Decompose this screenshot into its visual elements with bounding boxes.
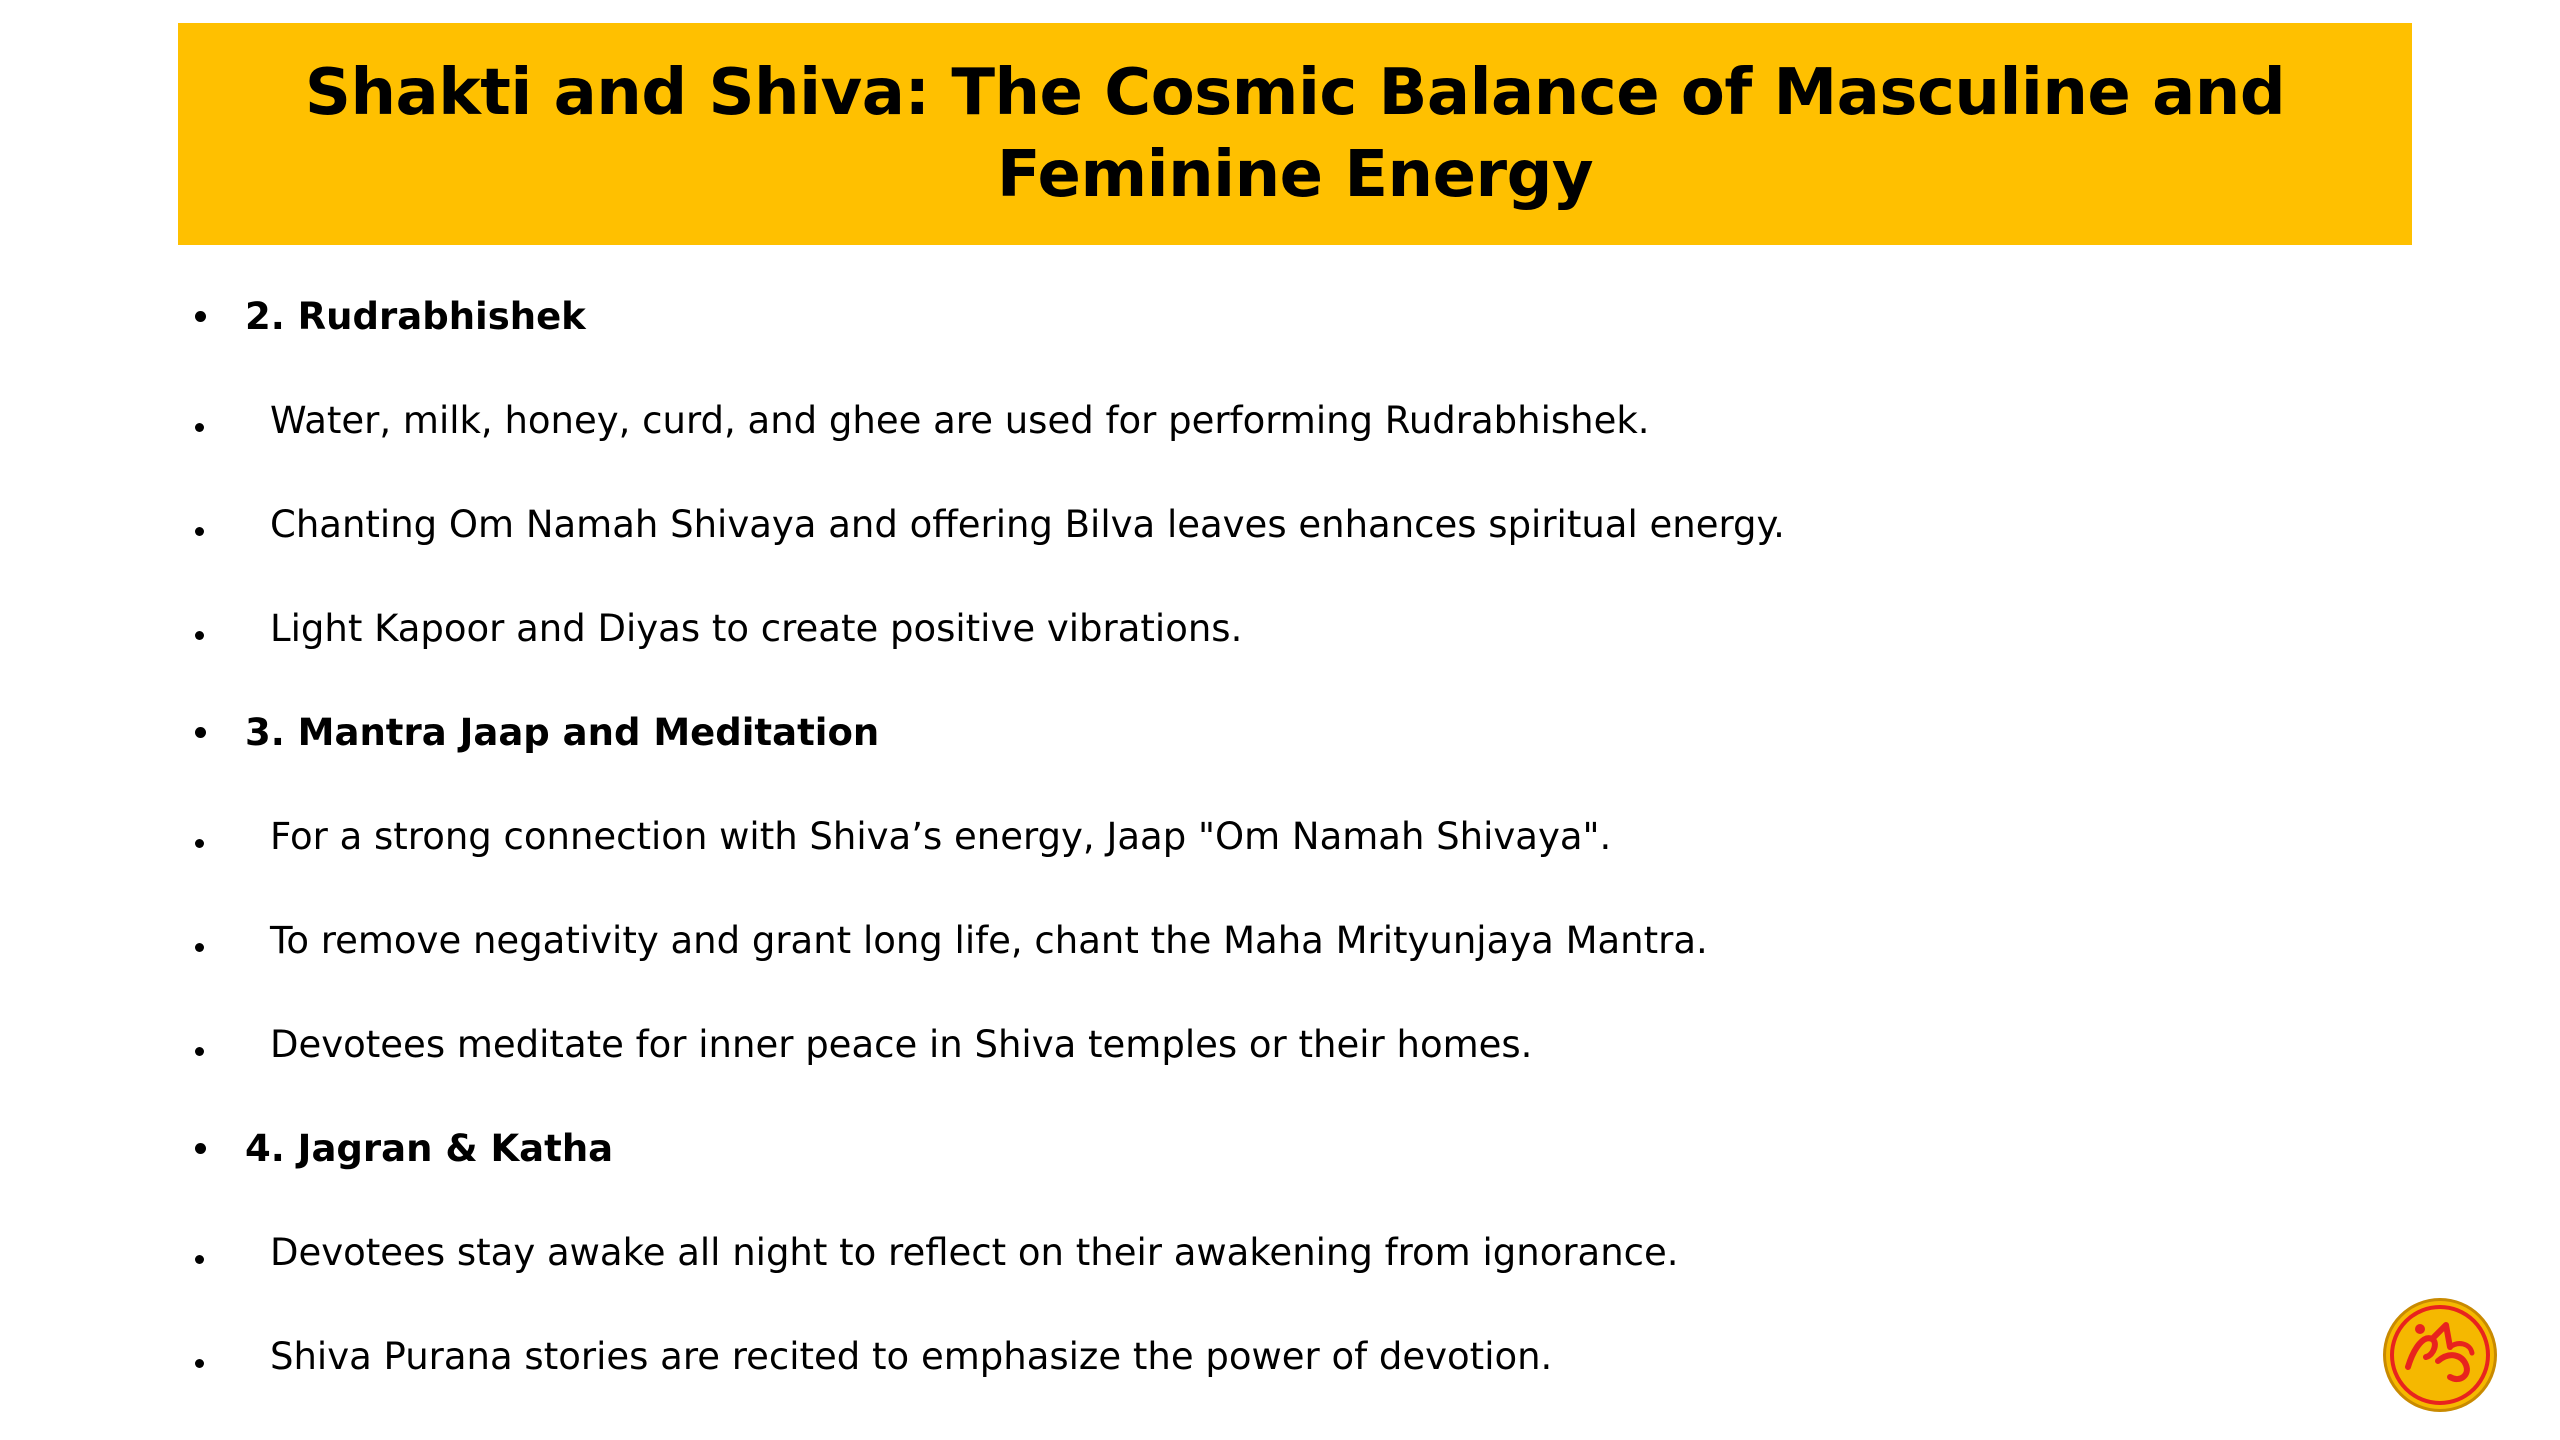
bullet-heading xyxy=(195,1097,2395,1201)
bullet-item-text: For a strong connection with Shiva’s energy, Jaap "Om Namah Shivaya". xyxy=(270,815,1612,858)
bullet-dot-icon xyxy=(195,527,204,536)
bullet-dot-icon xyxy=(195,727,206,738)
bullet-heading-text: 4. Jagran & Katha xyxy=(245,1127,614,1170)
bullet-heading-text: 2. Rudrabhishek xyxy=(245,295,586,338)
bullet-item-text: Devotees meditate for inner peace in Shiva temples or their homes. xyxy=(270,1023,1533,1066)
bullet-item xyxy=(195,1201,2395,1305)
bullet-item xyxy=(195,1305,2395,1409)
bullet-dot-icon xyxy=(195,1047,204,1056)
bullet-heading xyxy=(195,265,2395,369)
bullet-item xyxy=(195,785,2395,889)
bullet-dot-icon xyxy=(195,423,204,432)
bullet-list xyxy=(195,265,2395,1409)
bullet-item-text: Light Kapoor and Diyas to create positive vibrations. xyxy=(270,607,1243,650)
bullet-item-text: Devotees stay awake all night to reflect on their awakening from ignorance. xyxy=(270,1231,1679,1274)
bullet-heading-text: 3. Mantra Jaap and Meditation xyxy=(245,711,880,754)
bullet-item-text: Chanting Om Namah Shivaya and offering Bilva leaves enhances spiritual energy. xyxy=(270,503,1785,546)
slide-title: Shakti and Shiva: The Cosmic Balance of Masculine and Feminine Energy xyxy=(304,56,2286,212)
bullet-item xyxy=(195,577,2395,681)
bullet-heading xyxy=(195,681,2395,785)
bullet-dot-icon xyxy=(195,631,204,640)
bullet-item xyxy=(195,993,2395,1097)
bullet-dot-icon xyxy=(195,1359,204,1368)
bullet-dot-icon xyxy=(195,839,204,848)
emblem-logo-icon xyxy=(2380,1295,2500,1415)
bullet-dot-icon xyxy=(195,1255,204,1264)
bullet-dot-icon xyxy=(195,943,204,952)
title-banner xyxy=(178,23,2412,245)
bullet-item xyxy=(195,369,2395,473)
bullet-item xyxy=(195,473,2395,577)
bullet-item-text: To remove negativity and grant long life, chant the Maha Mrityunjaya Mantra. xyxy=(270,919,1708,962)
bullet-item xyxy=(195,889,2395,993)
bullet-item-text: Shiva Purana stories are recited to emphasize the power of devotion. xyxy=(270,1335,1553,1378)
bullet-dot-icon xyxy=(195,1143,206,1154)
bullet-dot-icon xyxy=(195,311,206,322)
bullet-item-text: Water, milk, honey, curd, and ghee are used for performing Rudrabhishek. xyxy=(270,399,1650,442)
